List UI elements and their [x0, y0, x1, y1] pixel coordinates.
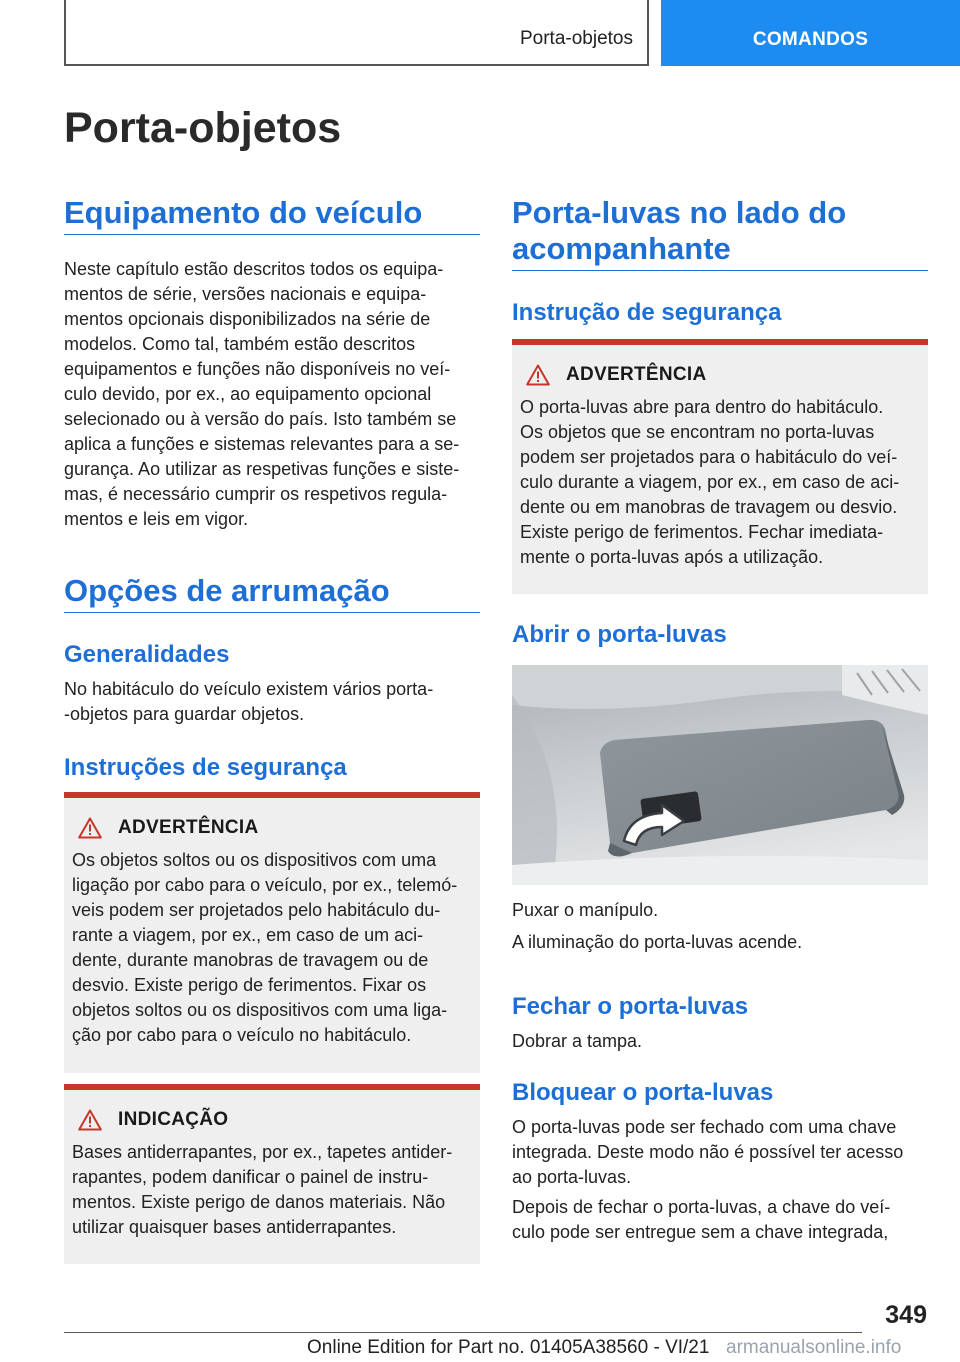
text-line: Depois de fechar o porta-luvas, a chave do veí- [512, 1197, 891, 1217]
text-line: O porta-luvas abre para dentro do habitáculo. [520, 397, 884, 417]
text-line: ligação por cabo para o veículo, por ex., telemó- [72, 875, 458, 895]
text-line: No habitáculo do veículo existem vários porta- [64, 679, 434, 699]
warning-header [520, 363, 920, 387]
text-line: objetos soltos ou os dispositivos com uma liga- [72, 1000, 448, 1020]
text-line: utilizar quaisquer bases antiderrapantes. [72, 1217, 397, 1237]
header-section-title: Porta-objetos [519, 28, 633, 49]
text-line: integrada. Deste modo não é possível ter acesso [512, 1142, 904, 1162]
glovebox-illustration [512, 665, 928, 885]
footer-rule [64, 1332, 862, 1333]
heading-fechar: Fechar o porta-luvas [512, 993, 749, 1020]
heading-abrir: Abrir o porta-luvas [512, 621, 727, 648]
heading-line: acompanhante [512, 231, 731, 266]
paragraph-bloquear-2 [512, 1195, 928, 1245]
text-line: Existe perigo de ferimentos. Fechar imediata- [520, 522, 884, 542]
warning-header [72, 816, 472, 840]
heading-generalidades: Generalidades [64, 641, 230, 668]
paragraph-abrir-2: A iluminação do porta-luvas acende. [512, 932, 803, 952]
text-line: mentos opcionais disponibilizados na série de [64, 309, 431, 329]
heading-instrucao: Instrução de segurança [512, 299, 782, 326]
text-line: -objetos para guardar objetos. [64, 704, 305, 724]
glovebox-photo [512, 665, 928, 885]
warning-title: ADVERTÊNCIA [118, 817, 259, 838]
heading-portaluvas [512, 195, 846, 267]
text-line: dente, durante manobras de travagem ou de [72, 950, 429, 970]
header-chapter-tab[interactable]: COMANDOS [661, 0, 960, 66]
text-line: equipamentos e funções não disponíveis no veí- [64, 359, 451, 379]
warning-text [72, 848, 472, 1048]
text-line: O porta-luvas pode ser fechado com uma chave [512, 1117, 897, 1137]
heading-rule [64, 234, 480, 235]
heading-equipamento: Equipamento do veículo [64, 195, 423, 230]
text-line: ao porta-luvas. [512, 1167, 632, 1187]
paragraph-equipamento [64, 257, 480, 532]
notice-header [72, 1108, 472, 1132]
text-line: culo durante a viagem, por ex., em caso de aci- [520, 472, 900, 492]
text-line: gurança. Ao utilizar as respetivas funções e siste- [64, 459, 460, 479]
text-line: rapantes, podem danificar o painel de instru- [72, 1167, 429, 1187]
text-line: desvio. Existe perigo de ferimentos. Fixar os [72, 975, 427, 995]
text-line: Os objetos soltos ou os dispositivos com uma [72, 850, 437, 870]
text-line: culo devido, por ex., ao equipamento opcional [64, 384, 432, 404]
warning-box [64, 792, 480, 1073]
heading-bloquear: Bloquear o porta-luvas [512, 1079, 774, 1106]
warning-title: ADVERTÊNCIA [566, 364, 707, 385]
page-title: Porta-objetos [64, 104, 342, 152]
heading-rule [64, 612, 480, 613]
text-line: culo pode ser entregue sem a chave integrada, [512, 1222, 889, 1242]
text-line: mentos de série, versões nacionais e equipa- [64, 284, 427, 304]
warning-triangle-icon [526, 364, 550, 386]
footer-edition: Online Edition for Part no. 01405A38560 - VI/21 [307, 1337, 710, 1358]
text-line: ção por cabo para o veículo no habitáculo. [72, 1025, 412, 1045]
paragraph-bloquear-1 [512, 1115, 928, 1190]
paragraph-abrir-1: Puxar o manípulo. [512, 900, 659, 920]
text-line: podem ser projetados para o habitáculo do veí- [520, 447, 898, 467]
text-line: mentos e leis em vigor. [64, 509, 249, 529]
text-line: Bases antiderrapantes, por ex., tapetes antider- [72, 1142, 453, 1162]
text-line: mentos. Existe perigo de danos materiais. Não [72, 1192, 446, 1212]
text-line: aplica a funções e sistemas relevantes para a se- [64, 434, 460, 454]
header-section-box [64, 0, 649, 66]
heading-rule [512, 270, 928, 271]
footer-watermark[interactable]: armanualsonline.info [726, 1337, 902, 1358]
page-number: 349 [885, 1301, 927, 1329]
warning-box [512, 339, 928, 594]
heading-opcoes: Opções de arrumação [64, 573, 390, 608]
paragraph-fechar: Dobrar a tampa. [512, 1031, 643, 1051]
text-line: Os objetos que se encontram no porta-luvas [520, 422, 875, 442]
text-line: Neste capítulo estão descritos todos os equipa- [64, 259, 444, 279]
warning-triangle-icon [78, 817, 102, 839]
heading-line: Porta-luvas no lado do [512, 195, 847, 230]
text-line: veis podem ser projetados pelo habitáculo du- [72, 900, 441, 920]
warning-text [520, 395, 920, 570]
text-line: rante a viagem, por ex., em caso de um aci- [72, 925, 424, 945]
text-line: selecionado ou à versão do país. Isto também se [64, 409, 457, 429]
text-line: dente ou em manobras de travagem ou desvio. [520, 497, 898, 517]
notice-box [64, 1084, 480, 1264]
notice-text [72, 1140, 472, 1240]
paragraph-generalidades [64, 677, 480, 727]
heading-instrucoes: Instruções de segurança [64, 754, 347, 781]
notice-title: INDICAÇÃO [118, 1109, 229, 1130]
text-line: modelos. Como tal, também estão descritos [64, 334, 416, 354]
warning-triangle-icon [78, 1109, 102, 1131]
text-line: mas, é necessário cumprir os respetivos regula- [64, 484, 448, 504]
text-line: mente o porta-luvas após a utilização. [520, 547, 824, 567]
